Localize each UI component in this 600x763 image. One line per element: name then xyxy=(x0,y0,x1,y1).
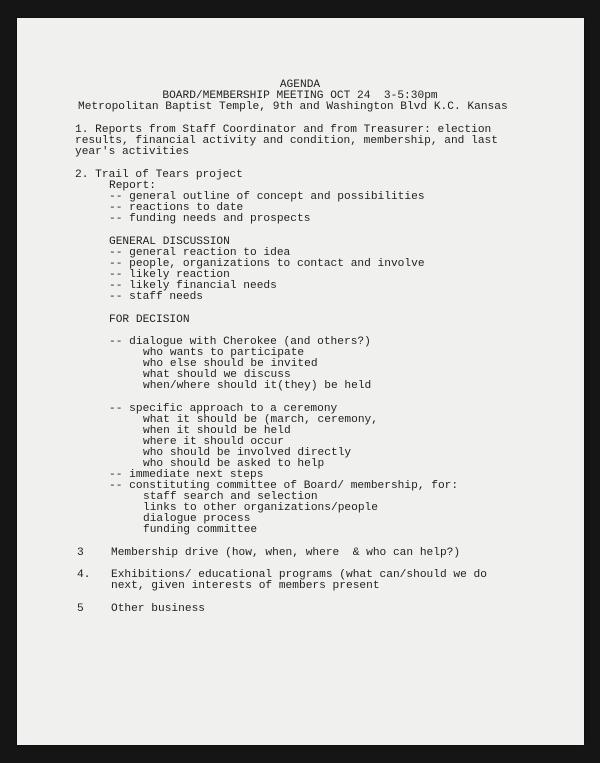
ceremony-subitem: who should be involved directly xyxy=(143,447,352,459)
ceremony-subitem: when it should be held xyxy=(143,425,291,437)
ceremony-subitem: who should be asked to help xyxy=(143,458,325,470)
meeting-location: Metropolitan Baptist Temple, 9th and Washington Blvd K.C. Kansas xyxy=(78,101,508,113)
report-item: -- funding needs and prospects xyxy=(109,213,311,225)
discussion-item: -- general reaction to idea xyxy=(109,247,291,259)
item2-heading: 2. Trail of Tears project xyxy=(75,169,243,181)
ceremony-subitem: what it should be (march, ceremony, xyxy=(143,414,378,426)
item1-line1: 1. Reports from Staff Coordinator and from Treasurer: election xyxy=(75,124,492,136)
committee-subitem: dialogue process xyxy=(143,513,251,525)
committee-subitem: funding committee xyxy=(143,524,258,536)
item1-line2: results, financial activity and condition, membership, and last xyxy=(75,135,498,147)
committee-item: -- constituting committee of Board/ membership, for: xyxy=(109,480,459,492)
dialogue-subitem: when/where should it(they) be held xyxy=(143,380,372,392)
committee-subitem: links to other organizations/people xyxy=(143,502,378,514)
document-title: AGENDA xyxy=(279,79,321,91)
dialogue-subitem: who else should be invited xyxy=(143,358,318,370)
item3-text: Membership drive (how, when, where & who can help?) xyxy=(111,547,461,559)
dialogue-item: -- dialogue with Cherokee (and others?) xyxy=(109,336,371,348)
discussion-item: -- likely reaction xyxy=(109,269,230,281)
ceremony-item: -- specific approach to a ceremony xyxy=(109,403,338,415)
discussion-item: -- likely financial needs xyxy=(109,280,277,292)
next-steps-item: -- immediate next steps xyxy=(109,469,264,481)
ceremony-subitem: where it should occur xyxy=(143,436,284,448)
item5-number: 5 xyxy=(77,603,84,615)
discussion-label: GENERAL DISCUSSION xyxy=(109,236,230,248)
item3-number: 3 xyxy=(77,547,84,559)
item4-line2: next, given interests of members present xyxy=(111,580,380,592)
committee-subitem: staff search and selection xyxy=(143,491,318,503)
item5-text: Other business xyxy=(111,603,205,615)
report-item: -- general outline of concept and possibilities xyxy=(109,191,425,203)
report-label: Report: xyxy=(109,180,156,192)
item4-line1: Exhibitions/ educational programs (what can/should we do xyxy=(111,569,487,581)
discussion-item: -- staff needs xyxy=(109,291,203,303)
meeting-info: BOARD/MEMBERSHIP MEETING OCT 24 3-5:30pm xyxy=(162,90,438,102)
discussion-item: -- people, organizations to contact and involve xyxy=(109,258,425,270)
report-item: -- reactions to date xyxy=(109,202,244,214)
decision-label: FOR DECISION xyxy=(109,314,190,326)
item4-number: 4. xyxy=(77,569,91,581)
item1-line3: year's activities xyxy=(75,146,190,158)
dialogue-subitem: what should we discuss xyxy=(143,369,291,381)
dialogue-subitem: who wants to participate xyxy=(143,347,305,359)
